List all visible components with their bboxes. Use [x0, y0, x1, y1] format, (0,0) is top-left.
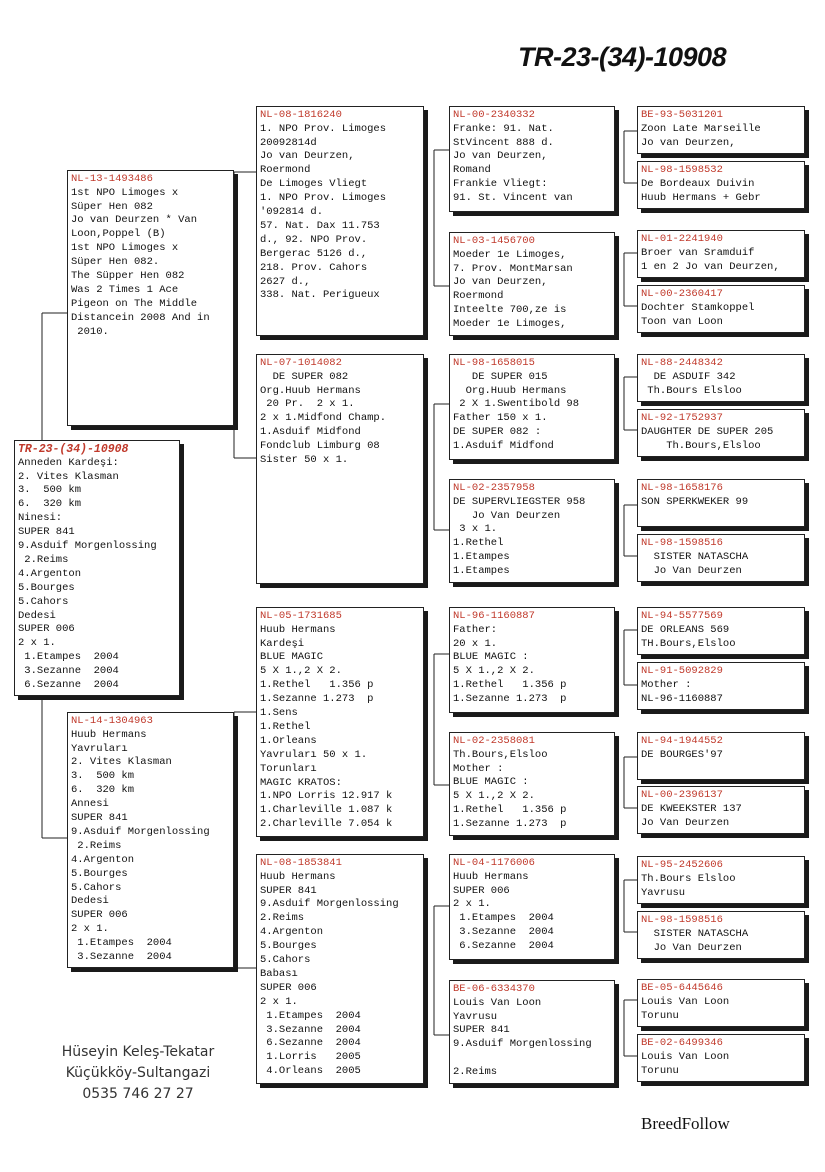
ring-number: NL-02-2358081 [453, 735, 535, 747]
bird-notes: SISTER NATASCHA Jo Van Deurzen [653, 927, 749, 954]
bird-notes: Broer van Sramduif 1 en 2 Jo van Deurzen, [641, 246, 780, 273]
bird-notes: Mother : NL-96-1160887 [641, 678, 723, 705]
bird-notes: DE BOURGES'97 [641, 748, 723, 761]
pedigree-card-sire-dam[interactable] [256, 354, 424, 584]
ring-number: NL-05-1731685 [260, 610, 342, 622]
bird-notes: Anneden Kardeşi: 2. Vites Klasman 3. 500 km 6. 320 km Ninesi: SUPER 841 9.Asduif Morgenlossing 2.Reims 4.Argenton 5.Bourges 5.Cahors Dedesi SUPER 006 2 x 1. 1.Etampes 2004 3.Sezanne 2004 6.Sezanne 2004 [18, 456, 157, 692]
pedigree-card-ssss[interactable] [637, 106, 805, 154]
pedigree-card-dsds[interactable] [637, 732, 805, 780]
pedigree-card-sdd[interactable] [449, 479, 615, 583]
bird-notes: Louis Van Loon Torunu [641, 1050, 730, 1077]
ring-number: BE-06-6334370 [453, 983, 535, 995]
bird-notes: Father: 20 x 1. BLUE MAGIC : 5 X 1.,2 X 2. 1.Rethel 1.356 p 1.Sezanne 1.273 p [453, 623, 567, 706]
pedigree-card-dds[interactable] [449, 854, 615, 960]
bird-notes: Th.Bours,Elsloo Mother : BLUE MAGIC : 5 X 1.,2 X 2. 1.Rethel 1.356 p 1.Sezanne 1.273 p [453, 748, 567, 831]
pedigree-card-sire-sire[interactable] [256, 106, 424, 336]
ring-number: NL-07-1014082 [260, 357, 342, 369]
bird-notes: DE SUPER 015 Org.Huub Hermans 2 X 1.Swentibold 98 Father 150 x 1. DE SUPER 082 : 1.Asduif Midfond [453, 370, 580, 453]
brand-logo-text: BreedFollow [641, 1114, 730, 1133]
pedigree-card-ddd[interactable] [449, 980, 615, 1084]
ring-number: NL-00-2340332 [453, 109, 535, 121]
bird-notes: SON SPERKWEKER 99 [641, 495, 749, 508]
ring-number: NL-91-5092829 [641, 665, 723, 677]
pedigree-card-dssd[interactable] [637, 662, 805, 710]
pedigree-title: TR-23-(34)-10908 [518, 42, 727, 72]
pedigree-card-dam-dam[interactable] [256, 854, 424, 1084]
pedigree-card-dsss[interactable] [637, 607, 805, 655]
ring-number: NL-00-2396137 [641, 789, 723, 801]
ring-number: BE-02-6499346 [641, 1037, 723, 1049]
ring-number: NL-94-5577569 [641, 610, 723, 622]
pedigree-card-sdsd[interactable] [637, 409, 805, 457]
bird-notes: Huub Hermans Yavruları 2. Vites Klasman 3. 500 km 6. 320 km Annesi SUPER 841 9.Asduif Morgenlossing 2.Reims 4.Argenton 5.Bourges 5.Cahors Dedesi SUPER 006 2 x 1. 1.Etampes 2004 3.Sezanne 2004 [71, 728, 210, 964]
pedigree-card-sdss[interactable] [637, 354, 805, 402]
pedigree-card-root[interactable] [14, 440, 180, 696]
bird-notes: DE ASDUIF 342 Th.Bours Elsloo [647, 370, 742, 397]
pedigree-card-ddss[interactable] [637, 856, 805, 904]
pedigree-card-ssd[interactable] [449, 232, 615, 336]
bird-notes: 1. NPO Prov. Limoges 20092814d Jo van Deurzen, Roermond De Limoges Vliegt 1. NPO Prov. Limoges '092814 d. 57. Nat. Dax 11.753 d., 92. NPO Prov. Bergerac 5126 d., 218. Prov. Cahors 2627 d., 338. Nat. Perigueux [260, 122, 387, 302]
bird-notes: DE SUPER 082 Org.Huub Hermans 20 Pr. 2 x 1. 2 x 1.Midfond Champ. 1.Asduif Midfond Fondclub Limburg 08 Sister 50 x 1. [260, 370, 387, 467]
bird-notes: DE KWEEKSTER 137 Jo Van Deurzen [641, 802, 742, 829]
bird-notes: Huub Hermans SUPER 841 9.Asduif Morgenlossing 2.Reims 4.Argenton 5.Bourges 5.Cahors Babası SUPER 006 2 x 1. 1.Etampes 2004 3.Sezanne 2004 6.Sezanne 2004 1.Lorris 2005 4.Orleans 2005 [260, 870, 399, 1078]
pedigree-card-dsd[interactable] [449, 732, 615, 836]
bird-notes: Louis Van Loon Yavrusu SUPER 841 9.Asduif Morgenlossing 2.Reims [453, 996, 592, 1079]
ring-number: BE-93-5031201 [641, 109, 723, 121]
pedigree-card-dsdd[interactable] [637, 786, 805, 834]
ring-number: NL-08-1816240 [260, 109, 342, 121]
pedigree-card-dam-sire[interactable] [256, 607, 424, 837]
owner-phone: 0535 746 27 27 [82, 1086, 194, 1102]
pedigree-card-sss[interactable] [449, 106, 615, 212]
ring-number: NL-13-1493486 [71, 173, 153, 185]
bird-notes: Huub Hermans Kardeşi BLUE MAGIC 5 X 1.,2 X 2. 1.Rethel 1.356 p 1.Sezanne 1.273 p 1.Sens 1.Rethel 1.Orleans Yavruları 50 x 1. Torunları MAGIC KRATOS: 1.NPO Lorris 12.917 k 1.Charleville 1.087 k 2.Charleville 7.054 k [260, 623, 393, 831]
bird-notes: Franke: 91. Nat. StVincent 888 d. Jo van Deurzen, Romand Frankie Vliegt: 91. St. Vincent van [453, 122, 573, 205]
bird-notes: Dochter Stamkoppel Toon van Loon [641, 301, 755, 328]
pedigree-card-dss[interactable] [449, 607, 615, 713]
pedigree-card-sssd[interactable] [637, 161, 805, 209]
ring-number: TR-23-(34)-10908 [18, 443, 129, 456]
bird-notes: DAUGHTER DE SUPER 205 Th.Bours,Elsloo [641, 425, 774, 452]
owner-location: Küçükköy-Sultangazi [65, 1065, 211, 1081]
bird-notes: Huub Hermans SUPER 006 2 x 1. 1.Etampes 2004 3.Sezanne 2004 6.Sezanne 2004 [453, 870, 554, 953]
ring-number: NL-02-2357958 [453, 482, 535, 494]
pedigree-card-dam[interactable] [67, 712, 234, 968]
ring-number: NL-01-2241940 [641, 233, 723, 245]
owner-name: Hüseyin Keleş-Tekatar [61, 1044, 215, 1060]
pedigree-card-dddd[interactable] [637, 1034, 805, 1082]
ring-number: NL-98-1658015 [453, 357, 535, 369]
bird-notes: 1st NPO Limoges x Süper Hen 082 Jo van Deurzen * Van Loon,Poppel (B) 1st NPO Limoges x Süper Hen 082. The Süpper Hen 082 Was 2 Times 1 Ace Pigeon on The Middle Distancein 2008 And in 2010. [71, 186, 210, 338]
bird-notes: Louis Van Loon Torunu [641, 995, 730, 1022]
ring-number: NL-00-2360417 [641, 288, 723, 300]
pedigree-card-ddsd[interactable] [637, 911, 805, 959]
bird-notes: Moeder 1e Limoges, 7. Prov. MontMarsan Jo van Deurzen, Roermond Inteelte 700,ze is Moeder 1e Limoges, [453, 248, 573, 331]
owner-info [38, 1042, 238, 1105]
ring-number: NL-95-2452606 [641, 859, 723, 871]
ring-number: NL-92-1752937 [641, 412, 723, 424]
pedigree-card-sddd[interactable] [637, 534, 805, 582]
bird-notes: SISTER NATASCHA Jo Van Deurzen [653, 550, 749, 577]
ring-number: NL-98-1658176 [641, 482, 723, 494]
pedigree-card-ddds[interactable] [637, 979, 805, 1027]
pedigree-card-sdds[interactable] [637, 479, 805, 527]
pedigree-card-sds[interactable] [449, 354, 615, 460]
ring-number: NL-88-2448342 [641, 357, 723, 369]
ring-number: NL-98-1598516 [641, 914, 723, 926]
bird-notes: Zoon Late Marseille Jo van Deurzen, [641, 122, 761, 149]
ring-number: NL-04-1176006 [453, 857, 535, 869]
bird-notes: DE SUPERVLIEGSTER 958 Jo Van Deurzen 3 x 1. 1.Rethel 1.Etampes 1.Etampes [453, 495, 586, 578]
ring-number: NL-14-1304963 [71, 715, 153, 727]
ring-number: BE-05-6445646 [641, 982, 723, 994]
pedigree-card-ssds[interactable] [637, 230, 805, 278]
ring-number: NL-08-1853841 [260, 857, 342, 869]
ring-number: NL-96-1160887 [453, 610, 535, 622]
bird-notes: Th.Bours Elsloo Yavrusu [641, 872, 736, 899]
ring-number: NL-98-1598532 [641, 164, 723, 176]
bird-notes: De Bordeaux Duivin Huub Hermans + Gebr [641, 177, 761, 204]
pedigree-card-sire[interactable] [67, 170, 234, 426]
bird-notes: DE ORLEANS 569 TH.Bours,Elsloo [641, 623, 736, 650]
ring-number: NL-03-1456700 [453, 235, 535, 247]
pedigree-card-ssdd[interactable] [637, 285, 805, 333]
ring-number: NL-98-1598516 [641, 537, 723, 549]
ring-number: NL-94-1944552 [641, 735, 723, 747]
